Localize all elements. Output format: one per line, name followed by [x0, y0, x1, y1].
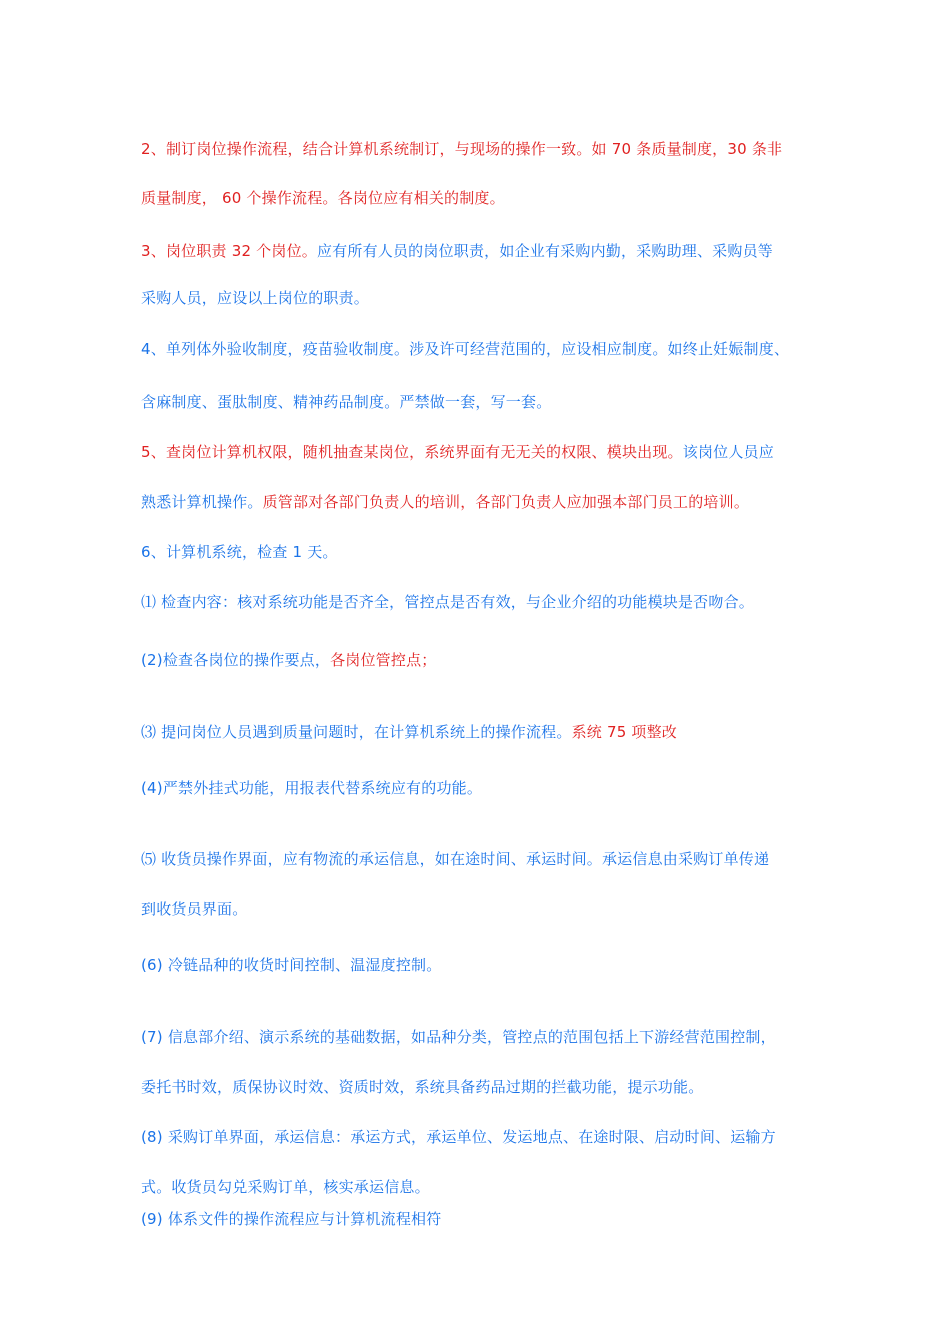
line-5-part2 [141, 491, 749, 513]
text-segment: 采购人员，应设以上岗位的职责。 [141, 289, 370, 307]
text-segment: 熟悉计算机操作。 [141, 493, 263, 511]
line-6-1 [141, 591, 754, 613]
line-2-part2 [141, 187, 505, 209]
text-segment: ⑸ 收货员操作界面，应有物流的承运信息，如在途时间、承运时间。承运信息由采购订单传递 [141, 850, 770, 868]
text-segment: 委托书时效，质保协议时效、资质时效，系统具备药品过期的拦截功能，提示功能。 [141, 1078, 704, 1096]
line-6-5-part2 [141, 898, 247, 920]
line-3-part2 [141, 287, 369, 309]
text-segment: 3、岗位职责 32 个岗位。 [141, 242, 317, 260]
line-4-part1 [141, 338, 789, 360]
text-segment: 2、制订岗位操作流程，结合计算机系统制订，与现场的操作一致。如 70 条质量制度，30 条非 [141, 140, 783, 158]
text-segment: 系统 75 项整改 [571, 723, 678, 741]
text-segment: 6、计算机系统，检查 1 天。 [141, 543, 338, 561]
line-6-6 [141, 954, 441, 976]
line-6-4 [141, 777, 482, 799]
line-6-2 [141, 649, 436, 671]
text-segment: 5、查岗位计算机权限，随机抽查某岗位，系统界面有无无关的权限、模块出现。 [141, 443, 683, 461]
text-segment: 质量制度， 60 个操作流程。各岗位应有相关的制度。 [141, 189, 505, 207]
text-segment: (6) 冷链品种的收货时间控制、温湿度控制。 [141, 956, 442, 974]
text-segment: (2)检查各岗位的操作要点， [141, 651, 331, 669]
line-6-9 [141, 1208, 441, 1230]
text-segment: 质管部对各部门负责人的培训，各部门负责人应加强本部门员工的培训。 [262, 493, 750, 511]
line-6-8-part1 [141, 1126, 776, 1148]
line-6-8-part2 [141, 1176, 430, 1198]
text-segment: (4)严禁外挂式功能，用报表代替系统应有的功能。 [141, 779, 483, 797]
line-6-7-part1 [141, 1026, 776, 1048]
line-5-part1 [141, 441, 774, 463]
text-segment: 含麻制度、蛋肽制度、精神药品制度。严禁做一套，写一套。 [141, 393, 552, 411]
text-segment: (7) 信息部介绍、演示系统的基础数据，如品种分类，管控点的范围包括上下游经营范围控制， [141, 1028, 776, 1046]
text-segment: ⑴ 检查内容：核对系统功能是否齐全，管控点是否有效，与企业介绍的功能模块是否吻合。 [141, 593, 754, 611]
line-6-7-part2 [141, 1076, 703, 1098]
text-segment: 式。收货员勾兑采购订单，核实承运信息。 [141, 1178, 430, 1196]
line-2-part1 [141, 138, 782, 160]
text-segment: 到收货员界面。 [141, 900, 248, 918]
line-6-5-part1 [141, 848, 769, 870]
text-segment: ⑶ 提问岗位人员遇到质量问题时，在计算机系统上的操作流程。 [141, 723, 572, 741]
text-segment: (8) 采购订单界面，承运信息：承运方式，承运单位、发运地点、在途时限、启动时间、运输方 [141, 1128, 776, 1146]
text-segment: 应有所有人员的岗位职责，如企业有采购内勤，采购助理、采购员等 [316, 242, 773, 260]
text-segment: 该岗位人员应 [682, 443, 774, 461]
line-4-part2 [141, 391, 551, 413]
text-segment: 各岗位管控点； [330, 651, 437, 669]
text-segment: (9) 体系文件的操作流程应与计算机流程相符 [141, 1210, 442, 1228]
text-segment: 4、单列体外验收制度，疫苗验收制度。涉及许可经营范围的，应设相应制度。如终止妊娠制度、 [141, 340, 790, 358]
line-6-3 [141, 721, 677, 743]
line-3-part1 [141, 240, 773, 262]
line-6 [141, 541, 338, 563]
